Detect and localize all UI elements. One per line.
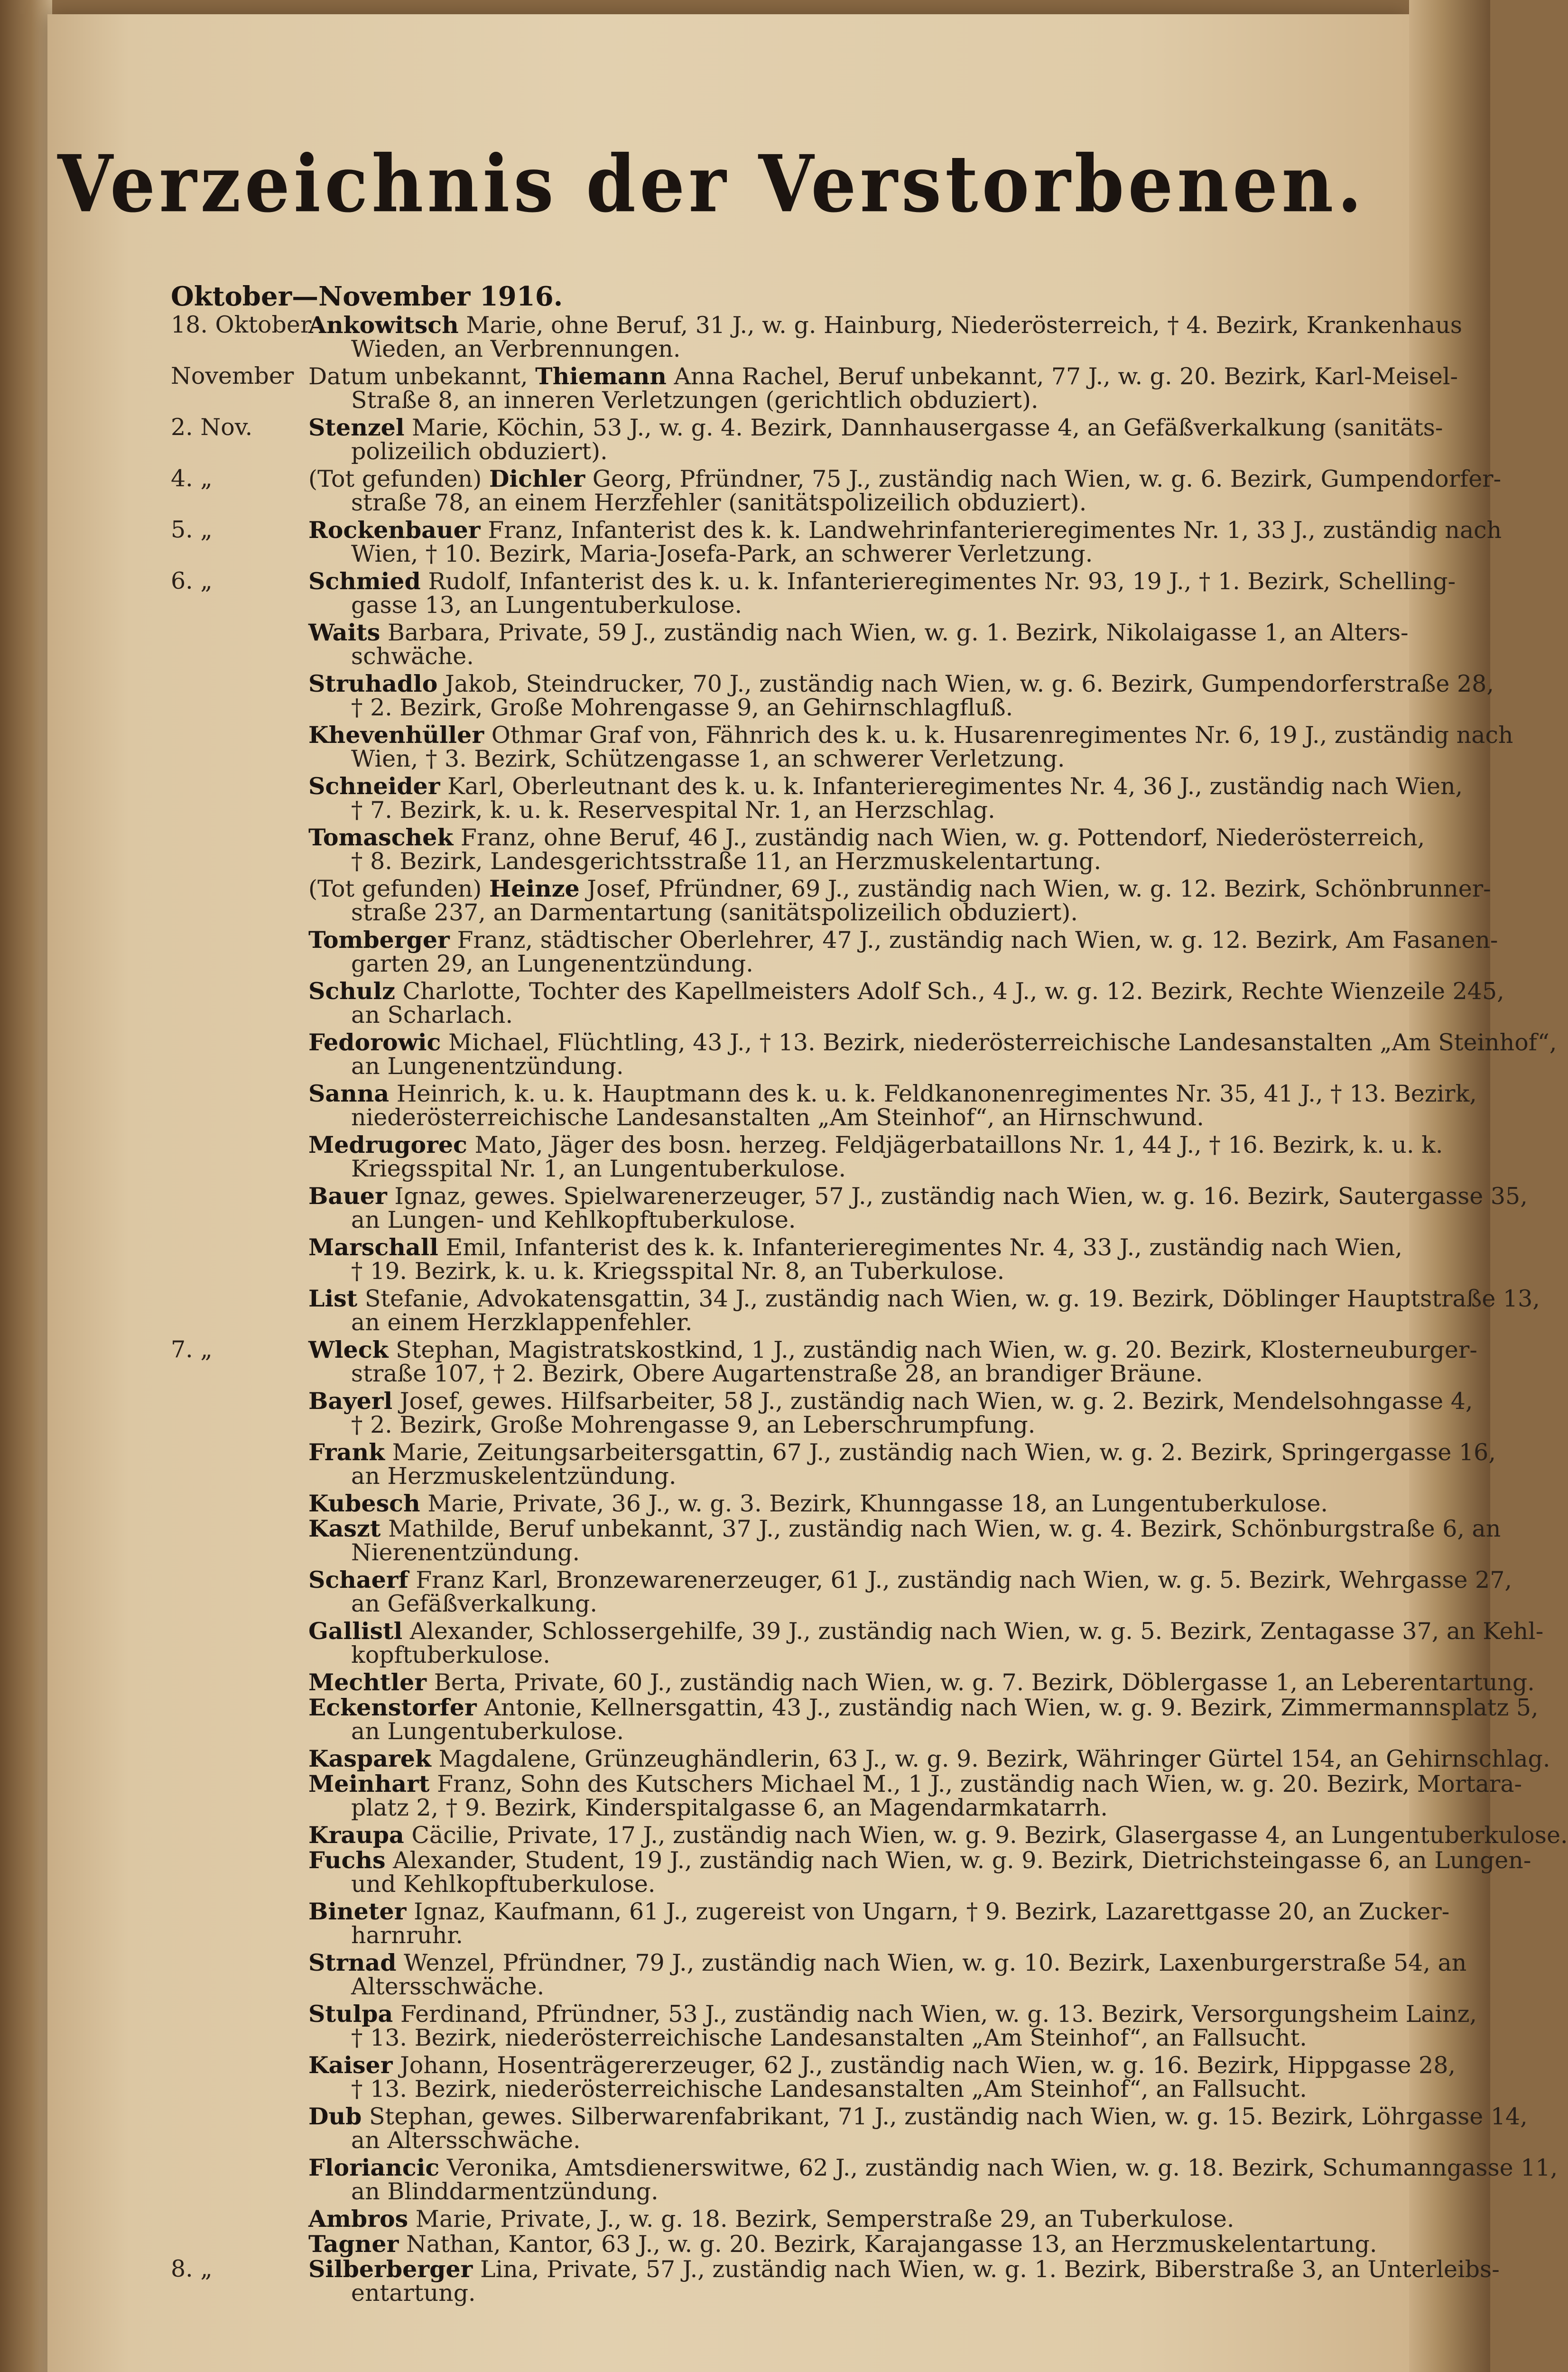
entry-date: 7. „ bbox=[171, 1336, 213, 1363]
entry-line-1 bbox=[308, 1898, 1449, 1925]
entry-continuation: † 13. Bezirk, niederösterreichische Landesanstalten „Am Steinhof“, an Fallsucht. bbox=[351, 2076, 1307, 2103]
register-entry bbox=[171, 1028, 1557, 1082]
register-entry bbox=[171, 1846, 1531, 1899]
register-entry bbox=[171, 926, 1498, 979]
entry-body bbox=[308, 1438, 1496, 1490]
entry-continuation: † 8. Bezirk, Landesgerichtsstraße 11, an Herzmuskelentartung. bbox=[351, 848, 1102, 875]
entry-details: Franz Karl, Bronzewarenerzeuger, 61 J., zuständig nach Wien, w. g. 5. Bezirk, Wehrgasse 27, bbox=[408, 1566, 1512, 1594]
register-entry bbox=[171, 1694, 1539, 1747]
deceased-surname: Tomberger bbox=[308, 926, 450, 954]
entry-details: Barbara, Private, 59 J., zuständig nach Wien, w. g. 1. Bezirk, Nikolaigasse 1, an Alters- bbox=[380, 619, 1409, 646]
register-entry bbox=[171, 1770, 1522, 1823]
entry-line-1 bbox=[308, 2154, 1558, 2181]
entry-line-1 bbox=[308, 875, 1491, 902]
entry-body bbox=[308, 2154, 1558, 2205]
entry-body bbox=[308, 621, 1447, 668]
entry-details: Ignaz, Kaufmann, 61 J., zugereist von Ungarn, † 9. Bezirk, Lazarettgasse 20, an Zucker- bbox=[406, 1898, 1450, 1925]
register-entry bbox=[171, 516, 1502, 569]
entry-details: Othmar Graf von, Fähnrich des k. u. k. Husarenregimentes Nr. 6, 19 J., zuständig nach bbox=[484, 722, 1513, 749]
entry-body bbox=[308, 926, 1498, 977]
entry-body bbox=[308, 2000, 1477, 2051]
entry-date: 6. „ bbox=[171, 567, 213, 594]
register-entry bbox=[171, 465, 1502, 518]
entry-body bbox=[308, 311, 1463, 362]
entry-line-1 bbox=[308, 1745, 1550, 1772]
entry-line-1 bbox=[308, 1285, 1540, 1312]
entry-continuation: platz 2, † 9. Bezirk, Kinderspitalgasse 6, an Magendarmkatarrh. bbox=[351, 1794, 1108, 1821]
entry-details: Mato, Jäger des bosn. herzeg. Feldjägerbataillons Nr. 1, 44 J., † 16. Bezirk, k. u. k. bbox=[467, 1131, 1443, 1158]
entry-body bbox=[308, 670, 1494, 721]
entry-body bbox=[308, 416, 1447, 463]
register-entry bbox=[171, 1899, 1452, 1951]
register-entry bbox=[171, 1285, 1540, 1338]
entry-details: Marie, Private, J., w. g. 18. Bezirk, Semperstraße 29, an Tuberkulose. bbox=[408, 2205, 1234, 2233]
deceased-surname: Tagner bbox=[308, 2230, 399, 2258]
entry-line-1 bbox=[308, 1029, 1557, 1056]
section-heading: Oktober—November 1916. bbox=[171, 281, 563, 312]
deceased-surname: Kaiser bbox=[308, 2051, 393, 2079]
register-entry bbox=[171, 1182, 1528, 1235]
entry-continuation: an Lungentuberkulose. bbox=[351, 1718, 624, 1745]
deceased-surname: Sanna bbox=[308, 1080, 390, 1107]
entry-continuation: Nierenentzündung. bbox=[351, 1539, 580, 1566]
entry-details: Ignaz, gewes. Spielwarenerzeuger, 57 J., zuständig nach Wien, w. g. 16. Bezirk, Sautergasse 35, bbox=[387, 1183, 1528, 1210]
entry-details: Cäcilie, Private, 17 J., zuständig nach Wien, w. g. 9. Bezirk, Glasergasse 4, an Lungentuberkulose. bbox=[404, 1822, 1568, 1849]
register-entry bbox=[171, 670, 1494, 723]
entry-line-1 bbox=[308, 1234, 1402, 1261]
deceased-surname: Stulpa bbox=[308, 2000, 393, 2028]
entry-details: Nathan, Kantor, 63 J., w. g. 20. Bezirk, Karajangasse 13, an Herzmuskelentartung. bbox=[399, 2231, 1377, 2258]
entry-continuation: straße 107, † 2. Bezirk, Obere Augartenstraße 28, an brandiger Bräune. bbox=[351, 1360, 1203, 1387]
entry-body bbox=[308, 2232, 1447, 2256]
deceased-surname: Kaszt bbox=[308, 1515, 381, 1542]
entry-line-1 bbox=[308, 517, 1502, 544]
entry-continuation: und Kehlkopftuberkulose. bbox=[351, 1871, 656, 1898]
register-entry bbox=[171, 2154, 1558, 2207]
entry-details: Lina, Private, 57 J., zuständig nach Wien, w. g. 1. Bezirk, Biberstraße 3, an Unterleibs- bbox=[473, 2256, 1500, 2283]
entry-body bbox=[308, 1694, 1539, 1745]
death-register-list bbox=[171, 311, 1568, 2308]
entry-body bbox=[308, 1668, 1535, 1696]
register-entry bbox=[171, 825, 1452, 877]
entry-line-1 bbox=[308, 1336, 1477, 1363]
register-entry bbox=[171, 311, 1463, 364]
entry-details: Emil, Infanterist des k. k. Infanterieregimentes Nr. 4, 33 J., zuständig nach Wien, bbox=[438, 1234, 1402, 1261]
entry-body bbox=[308, 1898, 1450, 1949]
entry-details: Karl, Oberleutnant des k. u. k. Infanterieregimentes Nr. 4, 36 J., zuständig nach Wien, bbox=[440, 773, 1463, 800]
deceased-surname: Fuchs bbox=[308, 1846, 386, 1874]
register-entry bbox=[171, 1387, 1473, 1440]
entry-continuation: straße 78, an einem Herzfehler (sanitätspolizeilich obduziert). bbox=[351, 489, 1087, 516]
entry-continuation: gasse 13, an Lungentuberkulose. bbox=[351, 592, 742, 619]
entry-details: Josef, gewes. Hilfsarbeiter, 58 J., zuständig nach Wien, w. g. 2. Bezirk, Mendelsohngasse 4, bbox=[392, 1388, 1473, 1415]
register-entry bbox=[171, 2232, 1452, 2257]
entry-body bbox=[308, 2255, 1500, 2307]
entry-body bbox=[308, 825, 1447, 873]
entry-date: November bbox=[171, 362, 294, 389]
deceased-surname: Heinze bbox=[489, 875, 580, 902]
entry-line-1 bbox=[308, 722, 1513, 749]
entry-line-1 bbox=[308, 1847, 1531, 1874]
entry-details: Berta, Private, 60 J., zuständig nach Wien, w. g. 7. Bezirk, Döblergasse 1, an Leberentartung. bbox=[427, 1669, 1535, 1696]
entry-continuation: † 19. Bezirk, k. u. k. Kriegsspital Nr. 8, an Tuberkulose. bbox=[351, 1258, 1005, 1285]
deceased-surname: Silberberger bbox=[308, 2255, 473, 2283]
entry-date: 2. Nov. bbox=[171, 414, 253, 441]
entry-body bbox=[308, 516, 1502, 567]
entry-body bbox=[308, 875, 1491, 926]
entry-body bbox=[308, 721, 1513, 772]
entry-continuation: Straße 8, an inneren Verletzungen (gerichtlich obduziert). bbox=[351, 387, 1039, 414]
deceased-surname: Khevenhüller bbox=[308, 721, 484, 749]
entry-line-1 bbox=[308, 2256, 1500, 2283]
entry-body bbox=[308, 1336, 1477, 1387]
entry-line-1 bbox=[308, 1618, 1543, 1645]
register-entry bbox=[171, 362, 1458, 416]
entry-body bbox=[308, 1821, 1568, 1849]
entry-line-1 bbox=[308, 2001, 1477, 2028]
entry-body bbox=[308, 362, 1458, 414]
entry-body bbox=[308, 1515, 1501, 1566]
entry-line-1 bbox=[308, 1388, 1473, 1415]
entry-prefix: (Tot gefunden) bbox=[308, 875, 489, 902]
entry-details: Franz, Sohn des Kutschers Michael M., 1 J., zuständig nach Wien, w. g. 20. Bezirk, Mortara- bbox=[429, 1770, 1522, 1798]
deceased-surname: Kraupa bbox=[308, 1821, 404, 1849]
entry-line-1 bbox=[308, 1080, 1477, 1107]
entry-details: Marie, Private, 36 J., w. g. 3. Bezirk, Khunngasse 18, an Lungentuberkulose. bbox=[420, 1490, 1328, 1517]
entry-details: Anna Rachel, Beruf unbekannt, 77 J., w. g. 20. Bezirk, Karl-Meisel- bbox=[666, 363, 1458, 390]
deceased-surname: Kubesch bbox=[308, 1490, 420, 1517]
entry-line-1 bbox=[308, 568, 1456, 595]
entry-line-1 bbox=[308, 1131, 1443, 1158]
entry-line-1 bbox=[308, 1822, 1568, 1849]
entry-details: Marie, ohne Beruf, 31 J., w. g. Hainburg, Niederösterreich, † 4. Bezirk, Krankenhaus bbox=[458, 312, 1463, 339]
entry-continuation: straße 237, an Darmentartung (sanitätspolizeilich obduziert). bbox=[351, 899, 1078, 926]
entry-continuation: an Altersschwäche. bbox=[351, 2127, 581, 2154]
entry-date: 5. „ bbox=[171, 516, 213, 543]
entry-line-1 bbox=[308, 824, 1425, 851]
entry-line-1 bbox=[308, 927, 1498, 954]
entry-continuation: † 2. Bezirk, Große Mohrengasse 9, an Leberschrumpfung. bbox=[351, 1411, 1036, 1438]
entry-line-1 bbox=[308, 1694, 1539, 1721]
deceased-surname: Floriancic bbox=[308, 2154, 440, 2181]
entry-continuation: † 2. Bezirk, Große Mohrengasse 9, an Gehirnschlagfluß. bbox=[351, 694, 1013, 721]
entry-continuation: † 7. Bezirk, k. u. k. Reservespital Nr. 1, an Herzschlag. bbox=[351, 797, 995, 824]
entry-details: Heinrich, k. u. k. Hauptmann des k. u. k. Feldkanonenregimentes Nr. 35, 41 J., † 13. Bezirk, bbox=[389, 1080, 1477, 1107]
entry-body bbox=[308, 2051, 1456, 2103]
deceased-surname: Kasparek bbox=[308, 1745, 431, 1772]
register-entry bbox=[171, 2255, 1500, 2308]
register-entry bbox=[171, 2103, 1528, 2156]
entry-body bbox=[308, 1182, 1528, 1233]
entry-body bbox=[308, 1285, 1540, 1336]
deceased-surname: Schmied bbox=[308, 567, 421, 595]
entry-line-1 bbox=[308, 2103, 1528, 2130]
entry-details: Stephan, gewes. Silberwarenfabrikant, 71 J., zuständig nach Wien, w. g. 15. Bezirk, Löhrgasse 14, bbox=[362, 2103, 1528, 2130]
register-entry bbox=[171, 1133, 1452, 1184]
deceased-surname: Schulz bbox=[308, 977, 395, 1005]
entry-line-1 bbox=[308, 670, 1494, 697]
register-entry bbox=[171, 977, 1504, 1030]
entry-line-1 bbox=[308, 2052, 1456, 2079]
entry-continuation: an Gefäßverkalkung. bbox=[351, 1590, 597, 1617]
deceased-surname: Schneider bbox=[308, 772, 440, 800]
register-entry bbox=[171, 1821, 1568, 1849]
entry-continuation: an Blinddarmentzündung. bbox=[351, 2178, 659, 2205]
deceased-surname: Rockenbauer bbox=[308, 516, 481, 544]
entry-continuation: Kriegsspital Nr. 1, an Lungentuberkulose. bbox=[351, 1155, 846, 1182]
deceased-surname: Waits bbox=[308, 619, 380, 646]
entry-details: Jakob, Steindrucker, 70 J., zuständig nach Wien, w. g. 6. Bezirk, Gumpendorferstraße 28, bbox=[437, 670, 1494, 697]
deceased-surname: Medrugorec bbox=[308, 1131, 467, 1158]
register-entry bbox=[171, 416, 1452, 467]
entry-continuation: Wien, † 10. Bezirk, Maria-Josefa-Park, an schwerer Verletzung. bbox=[351, 540, 1093, 567]
entry-line-1 bbox=[308, 2231, 1377, 2258]
entry-details: Veronika, Amtsdienerswitwe, 62 J., zuständig nach Wien, w. g. 18. Bezirk, Schumanngasse 11, bbox=[439, 2154, 1558, 2181]
entry-line-1 bbox=[308, 1183, 1528, 1210]
entry-body bbox=[308, 1949, 1467, 2000]
entry-body bbox=[308, 465, 1502, 516]
deceased-surname: Schaerf bbox=[308, 1566, 408, 1594]
deceased-surname: Frank bbox=[308, 1438, 385, 1466]
register-entry bbox=[171, 721, 1513, 774]
entry-line-1 bbox=[308, 363, 1458, 390]
register-entry bbox=[171, 1336, 1477, 1389]
page-title: Verzeichnis der Verstorbenen. bbox=[57, 138, 1366, 230]
register-entry bbox=[171, 1438, 1496, 1492]
entry-body bbox=[308, 1846, 1531, 1898]
entry-details: Charlotte, Tochter des Kapellmeisters Adolf Sch., 4 J., w. g. 12. Bezirk, Rechte Wienzeile 245, bbox=[395, 978, 1504, 1005]
entry-body bbox=[308, 1080, 1477, 1131]
entry-body bbox=[308, 1745, 1550, 1772]
entry-details: Georg, Pfründner, 75 J., zuständig nach Wien, w. g. 6. Bezirk, Gumpendorfer- bbox=[585, 465, 1502, 492]
entry-line-1 bbox=[308, 1770, 1522, 1798]
register-entry bbox=[171, 2000, 1477, 2053]
deceased-surname: Dichler bbox=[489, 465, 585, 492]
deceased-surname: Eckenstorfer bbox=[308, 1694, 477, 1721]
register-entry bbox=[171, 2051, 1456, 2104]
deceased-surname: Meinhart bbox=[308, 1770, 430, 1798]
entry-body bbox=[308, 772, 1463, 824]
entry-body bbox=[308, 1387, 1473, 1438]
entry-details: Josef, Pfründner, 69 J., zuständig nach Wien, w. g. 12. Bezirk, Schönbrunner- bbox=[579, 875, 1491, 902]
deceased-surname: Stenzel bbox=[308, 414, 405, 441]
entry-continuation: schwäche. bbox=[351, 643, 474, 670]
register-entry bbox=[171, 1668, 1535, 1696]
deceased-surname: Gallistl bbox=[308, 1617, 403, 1645]
entry-date: 4. „ bbox=[171, 465, 213, 492]
deceased-surname: Bineter bbox=[308, 1898, 407, 1925]
entry-line-1 bbox=[308, 465, 1501, 492]
entry-details: Mathilde, Beruf unbekannt, 37 J., zuständig nach Wien, w. g. 4. Bezirk, Schönburgstraße 6, an bbox=[380, 1515, 1501, 1542]
register-entry bbox=[171, 1492, 1452, 1517]
register-entry bbox=[171, 1515, 1501, 1568]
entry-continuation: niederösterreichische Landesanstalten „Am Steinhof“, an Hirnschwund. bbox=[351, 1104, 1204, 1131]
entry-continuation: an Lungen- und Kehlkopftuberkulose. bbox=[351, 1206, 796, 1233]
entry-line-1 bbox=[308, 2205, 1234, 2233]
entry-details: Stephan, Magistratskostkind, 1 J., zuständig nach Wien, w. g. 20. Bezirk, Klosterneuburger- bbox=[388, 1336, 1477, 1363]
entry-continuation: harnruhr. bbox=[351, 1922, 463, 1949]
entry-body bbox=[308, 567, 1456, 619]
entry-line-1 bbox=[308, 1949, 1466, 1976]
entry-line-1 bbox=[308, 1515, 1501, 1542]
deceased-surname: Ambros bbox=[308, 2205, 408, 2233]
entry-line-1 bbox=[308, 1669, 1535, 1696]
entry-line-1 bbox=[308, 312, 1462, 339]
entry-line-1 bbox=[308, 1566, 1512, 1594]
register-entry bbox=[171, 1617, 1544, 1670]
deceased-surname: Dub bbox=[308, 2103, 362, 2130]
entry-line-1 bbox=[308, 978, 1504, 1005]
entry-line-1 bbox=[308, 619, 1409, 646]
entry-details: Franz, städtischer Oberlehrer, 47 J., zuständig nach Wien, w. g. 12. Bezirk, Am Fasanen- bbox=[449, 927, 1498, 954]
entry-details: Stefanie, Advokatensgattin, 34 J., zuständig nach Wien, w. g. 19. Bezirk, Döblinger Hauptstraße 13, bbox=[357, 1285, 1540, 1312]
entry-details: Rudolf, Infanterist des k. u. k. Infanterieregimentes Nr. 93, 19 J., † 1. Bezirk, Schelling- bbox=[420, 568, 1456, 595]
register-entry bbox=[171, 875, 1491, 928]
entry-line-1 bbox=[308, 1439, 1496, 1466]
entry-details: Franz, Infanterist des k. k. Landwehrinfanterieregimentes Nr. 1, 33 J., zuständig nach bbox=[480, 517, 1502, 544]
register-entry bbox=[171, 1566, 1512, 1619]
deceased-surname: Struhadlo bbox=[308, 670, 438, 697]
deceased-surname: Wleck bbox=[308, 1336, 389, 1363]
entry-continuation: entartung. bbox=[351, 2279, 476, 2307]
entry-details: Antonie, Kellnersgattin, 43 J., zuständig nach Wien, w. g. 9. Bezirk, Zimmermannsplatz 5, bbox=[476, 1694, 1539, 1721]
entry-prefix: Datum unbekannt, bbox=[308, 363, 536, 390]
deceased-surname: Thiemann bbox=[535, 362, 667, 390]
entry-details: Alexander, Student, 19 J., zuständig nach Wien, w. g. 9. Bezirk, Dietrichsteingasse 6, an Lungen- bbox=[385, 1847, 1531, 1874]
register-entry bbox=[171, 1080, 1477, 1133]
deceased-surname: Bayerl bbox=[308, 1387, 393, 1415]
register-entry bbox=[171, 1235, 1452, 1287]
entry-details: Marie, Köchin, 53 J., w. g. 4. Bezirk, Dannhausergasse 4, an Gefäßverkalkung (sanitäts- bbox=[404, 414, 1443, 441]
entry-body bbox=[308, 2207, 1447, 2231]
entry-line-1 bbox=[308, 773, 1463, 800]
entry-continuation: Altersschwäche. bbox=[351, 1973, 545, 2000]
scan-edge bbox=[0, 0, 52, 2372]
deceased-surname: Tomaschek bbox=[308, 824, 454, 851]
register-entry bbox=[171, 621, 1452, 672]
register-entry bbox=[171, 772, 1463, 825]
deceased-surname: Marschall bbox=[308, 1233, 438, 1261]
entry-continuation: † 13. Bezirk, niederösterreichische Landesanstalten „Am Steinhof“, an Fallsucht. bbox=[351, 2024, 1307, 2051]
entry-body bbox=[308, 1770, 1522, 1821]
entry-prefix: (Tot gefunden) bbox=[308, 465, 489, 492]
entry-body bbox=[308, 1492, 1447, 1516]
entry-details: Franz, ohne Beruf, 46 J., zuständig nach Wien, w. g. Pottendorf, Niederösterreich, bbox=[453, 824, 1425, 851]
deceased-surname: Ankowitsch bbox=[308, 311, 459, 339]
entry-details: Magdalene, Grünzeughändlerin, 63 J., w. g. 9. Bezirk, Währinger Gürtel 154, an Gehirnschlag. bbox=[431, 1745, 1550, 1772]
entry-continuation: an Scharlach. bbox=[351, 1001, 513, 1028]
entry-continuation: an einem Herzklappenfehler. bbox=[351, 1309, 693, 1336]
entry-continuation: Wien, † 3. Bezirk, Schützengasse 1, an schwerer Verletzung. bbox=[351, 745, 1065, 772]
entry-line-1 bbox=[308, 414, 1443, 441]
entry-line-1 bbox=[308, 1490, 1328, 1517]
entry-body bbox=[308, 1235, 1447, 1283]
deceased-surname: Bauer bbox=[308, 1182, 387, 1210]
entry-details: Marie, Zeitungsarbeitersgattin, 67 J., zuständig nach Wien, w. g. 2. Bezirk, Springergasse 16, bbox=[385, 1439, 1496, 1466]
entry-date: 18. Oktober bbox=[171, 311, 312, 338]
deceased-surname: List bbox=[308, 1285, 358, 1312]
entry-continuation: an Lungenentzündung. bbox=[351, 1053, 624, 1080]
entry-body bbox=[308, 977, 1504, 1028]
entry-body bbox=[308, 1566, 1512, 1617]
deceased-surname: Fedorowic bbox=[308, 1028, 441, 1056]
entry-continuation: an Herzmuskelentzündung. bbox=[351, 1463, 677, 1490]
entry-body bbox=[308, 1617, 1544, 1668]
entry-details: Johann, Hosenträgererzeuger, 62 J., zuständig nach Wien, w. g. 16. Bezirk, Hippgasse 28, bbox=[392, 2052, 1456, 2079]
entry-continuation: kopftuberkulose. bbox=[351, 1641, 550, 1668]
entry-body bbox=[308, 1133, 1447, 1181]
register-entry bbox=[171, 2207, 1452, 2232]
entry-details: Wenzel, Pfründner, 79 J., zuständig nach Wien, w. g. 10. Bezirk, Laxenburgerstraße 54, an bbox=[396, 1949, 1467, 1976]
entry-details: Michael, Flüchtling, 43 J., † 13. Bezirk, niederösterreichische Landesanstalten „Am Steinhof“, bbox=[441, 1029, 1557, 1056]
register-entry bbox=[171, 1949, 1467, 2002]
entry-details: Alexander, Schlossergehilfe, 39 J., zuständig nach Wien, w. g. 5. Bezirk, Zentagasse 37, an Kehl- bbox=[402, 1618, 1544, 1645]
register-entry bbox=[171, 1745, 1550, 1772]
deceased-surname: Mechtler bbox=[308, 1668, 427, 1696]
entry-date: 8. „ bbox=[171, 2255, 213, 2282]
entry-continuation: Wieden, an Verbrennungen. bbox=[351, 335, 681, 362]
entry-body bbox=[308, 2103, 1528, 2154]
entry-continuation: polizeilich obduziert). bbox=[351, 438, 608, 465]
register-entry bbox=[171, 567, 1456, 621]
deceased-surname: Strnad bbox=[308, 1949, 397, 1976]
entry-body bbox=[308, 1028, 1557, 1080]
entry-details: Ferdinand, Pfründner, 53 J., zuständig nach Wien, w. g. 13. Bezirk, Versorgungsheim Lainz, bbox=[393, 2001, 1477, 2028]
entry-continuation: garten 29, an Lungenentzündung. bbox=[351, 950, 753, 977]
